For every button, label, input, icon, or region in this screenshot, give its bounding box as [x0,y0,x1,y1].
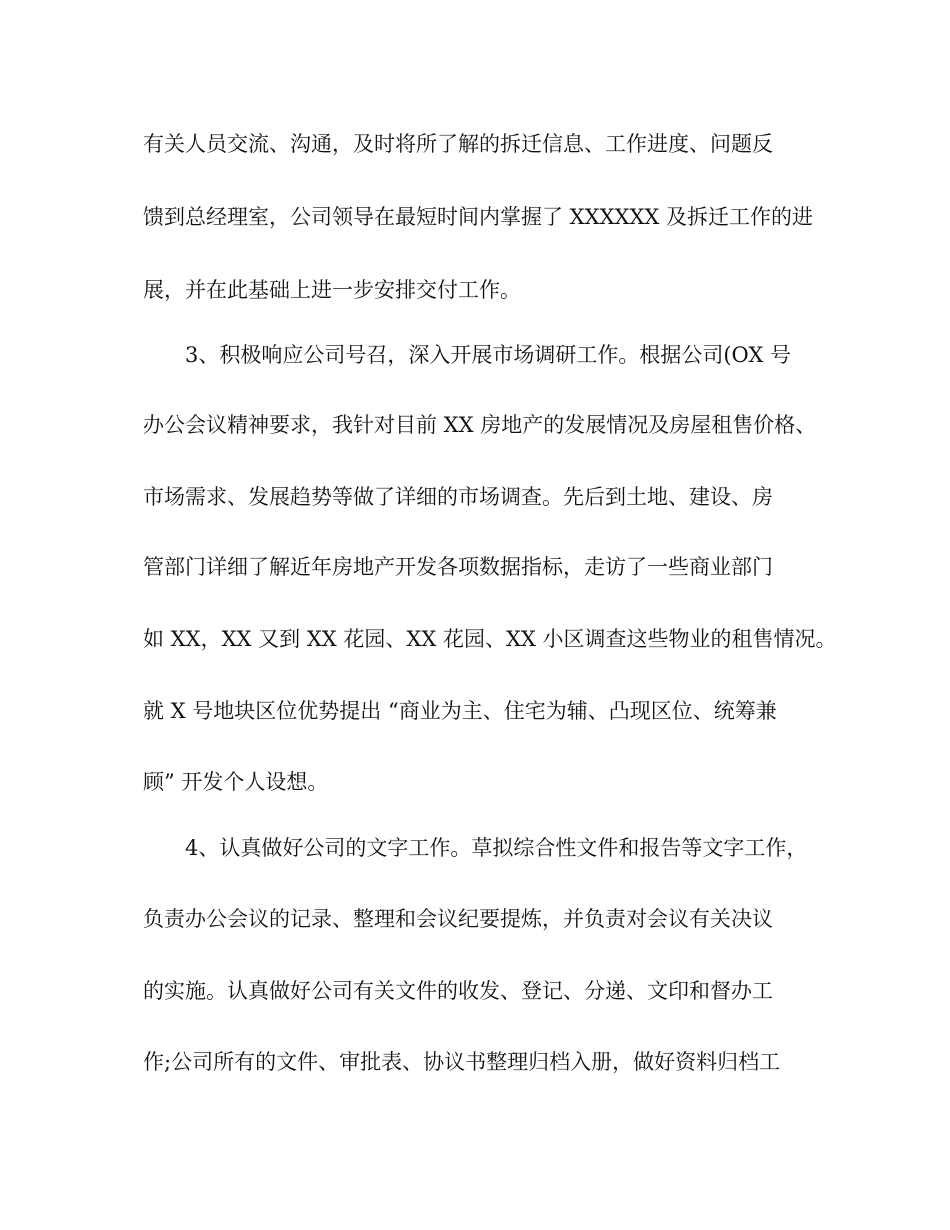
paragraph-line: 顾” 开发个人设想。 [143,770,329,794]
paragraph-line: 如 XX，XX 又到 XX 花园、XX 花园、XX 小区调查这些物业的租售情况。 [143,627,837,651]
paragraph-line: 办公会议精神要求，我针对目前 XX 房地产的发展情况及房屋租售价格、 [143,413,817,437]
paragraph-line: 3、积极响应公司号召，深入开展市场调研工作。根据公司(OX 号 [185,343,792,367]
paragraph-line: 4、认真做好公司的文字工作。草拟综合性文件和报告等文字工作， [185,836,808,860]
paragraph-line: 市场需求、发展趋势等做了详细的市场调查。先后到土地、建设、房 [143,485,773,509]
paragraph-line: 的实施。认真做好公司有关文件的收发、登记、分递、文印和督办工 [143,979,773,1003]
paragraph-line: 馈到总经理室，公司领导在最短时间内掌握了 XXXXXX 及拆迁工作的进 [143,205,814,229]
paragraph-line: 管部门详细了解近年房地产开发各项数据指标，走访了一些商业部门 [143,555,773,579]
paragraph-line: 有关人员交流、沟通，及时将所了解的拆迁信息、工作进度、问题反 [143,132,773,156]
paragraph-line: 负责办公会议的记录、整理和会议纪要提炼，并负责对会议有关决议 [143,907,773,931]
paragraph-line: 作;公司所有的文件、审批表、协议书整理归档入册，做好资料归档工 [143,1050,781,1074]
paragraph-line: 就 X 号地块区位优势提出 “商业为主、住宅为辅、凸现区位、统筹兼 [143,699,777,723]
paragraph-line: 展，并在此基础上进一步安排交付工作。 [143,278,521,302]
